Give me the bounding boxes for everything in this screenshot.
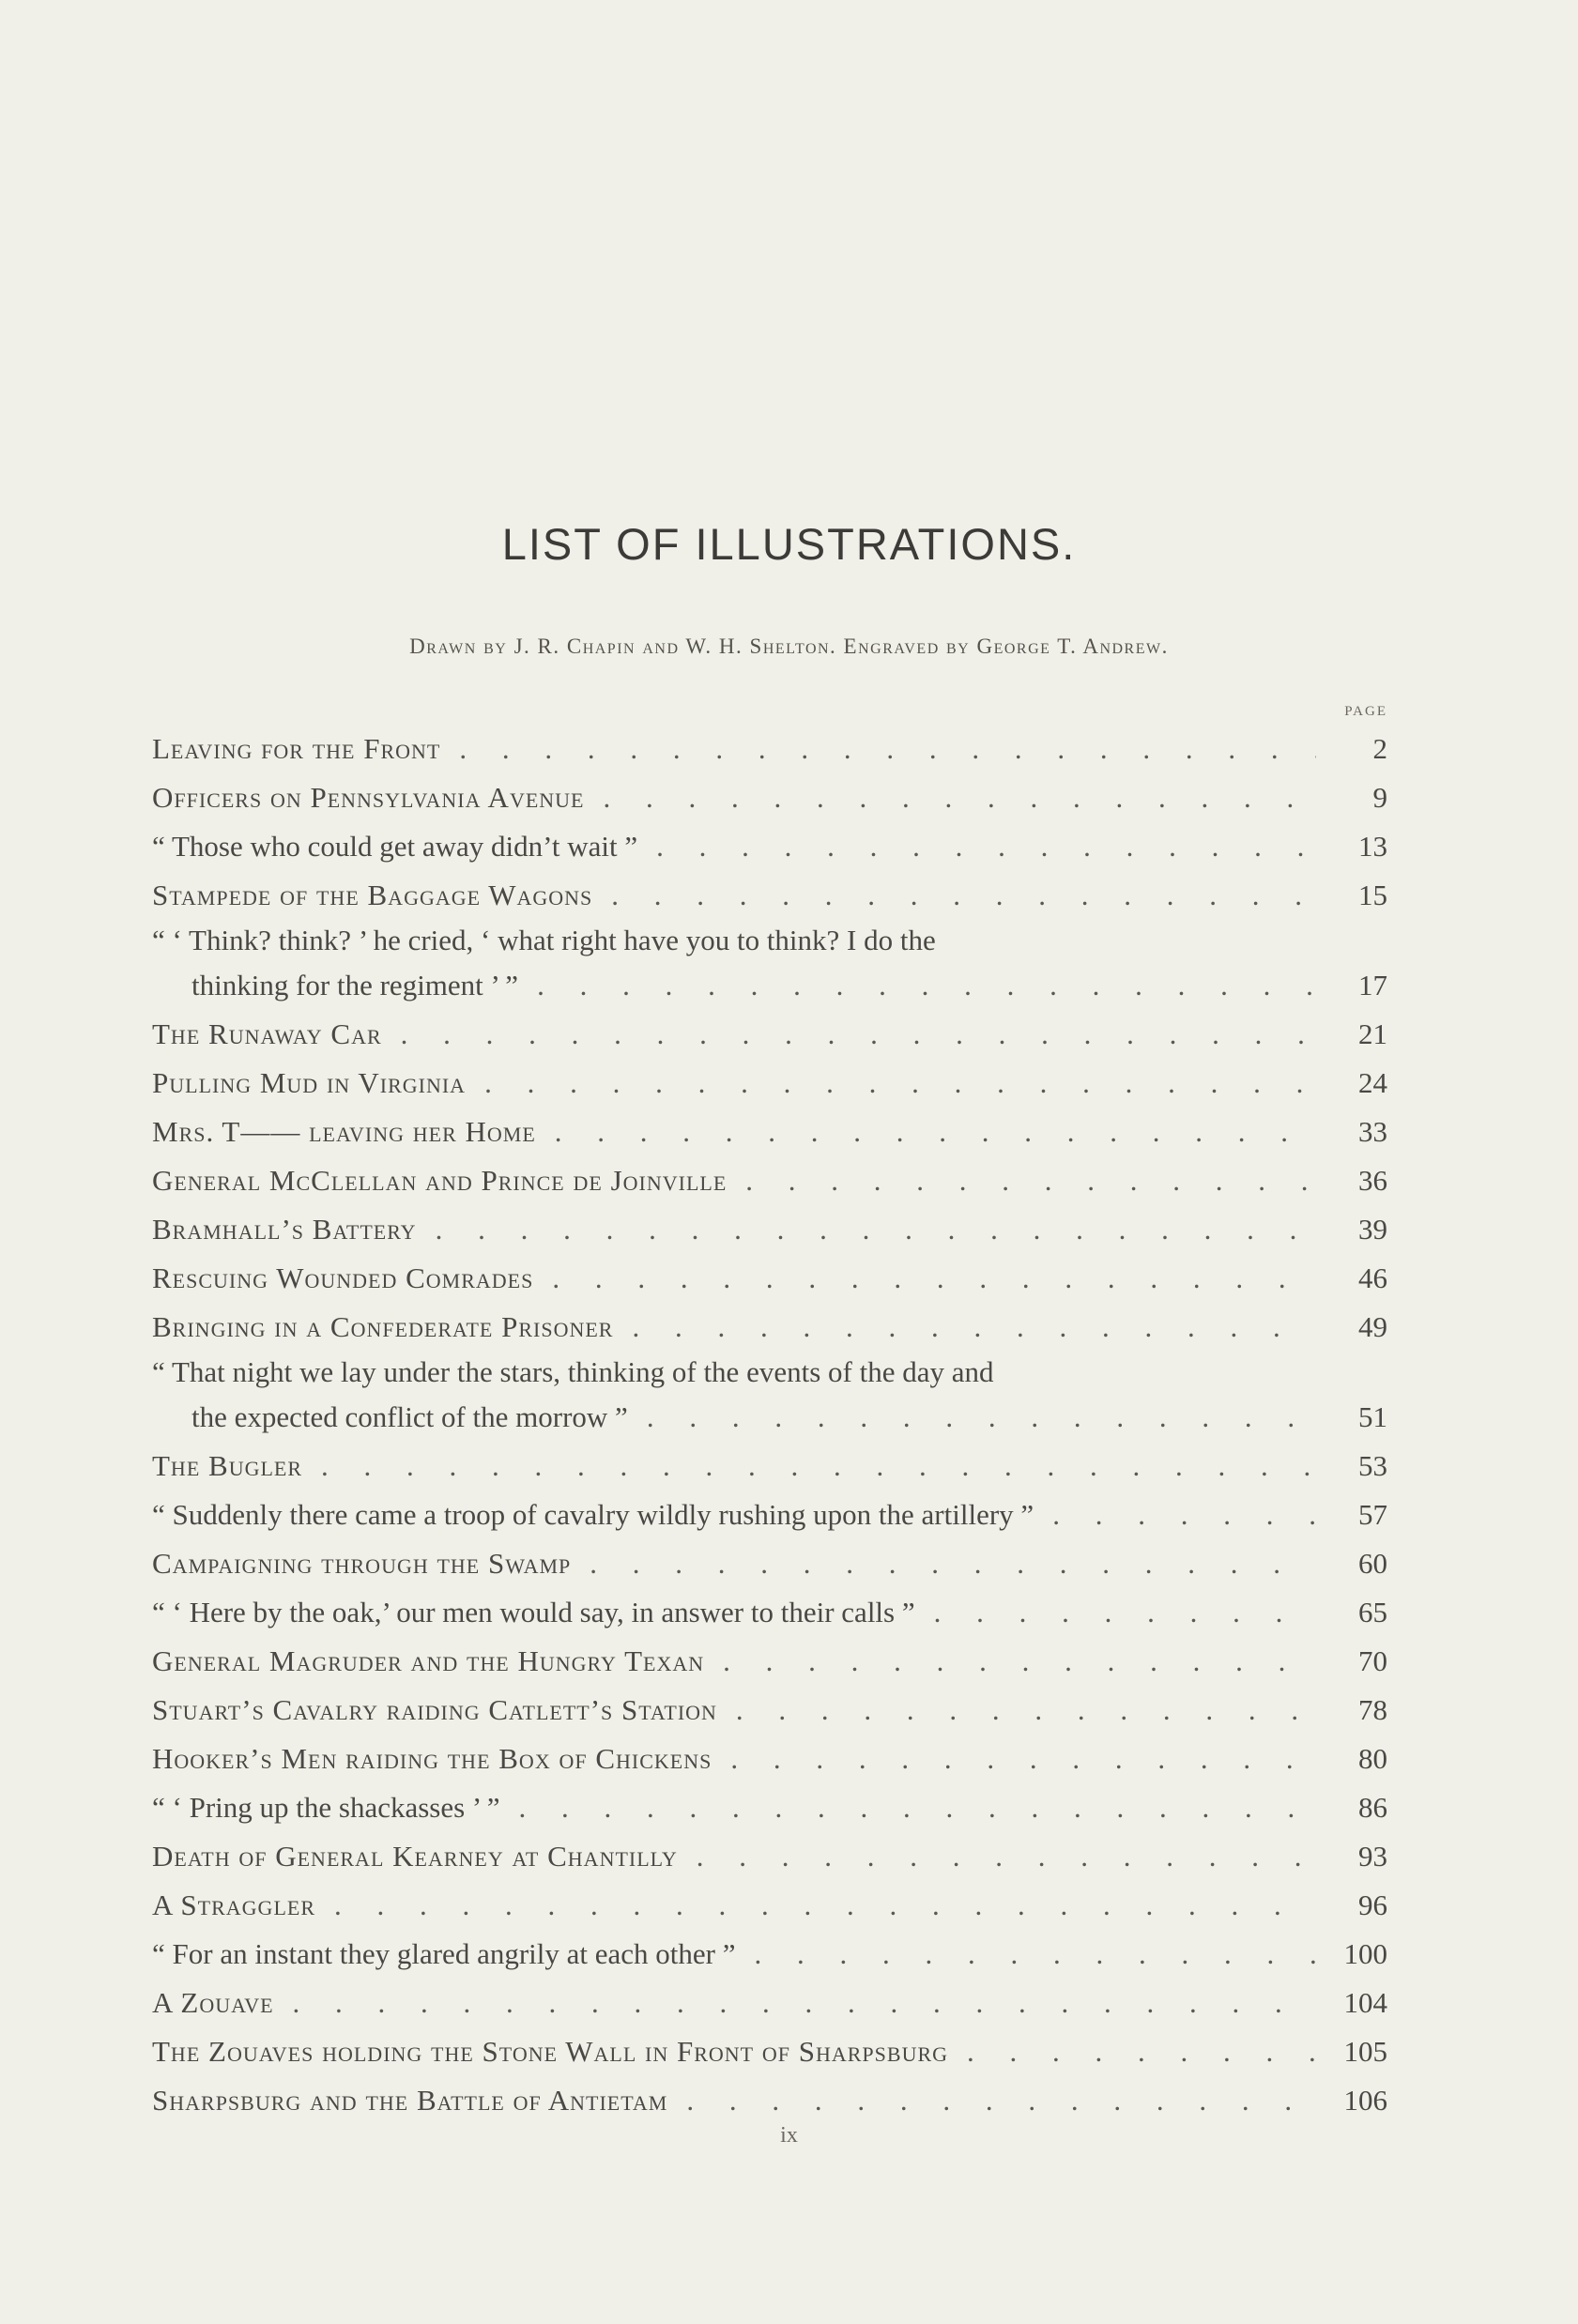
entry-title: Leaving for the Front [152,732,441,765]
list-item [152,1979,1387,2027]
dot-leader [723,1637,1316,1686]
list-item [152,1832,1387,1881]
list-item [152,2076,1387,2125]
list-item [152,1491,1387,1539]
list-item [152,1637,1387,1686]
dot-leader [537,961,1316,1010]
entry-title: Pulling Mud in Virginia [152,1066,467,1099]
entry-title: The Bugler [152,1449,303,1482]
entry-title: “ ‘ Think? think? ’ he cried, ‘ what right have you to think? I do the [152,924,936,956]
entry-page-number: 78 [1358,1693,1387,1726]
credits-line: Drawn by J. R. Chapin and W. H. Shelton. Engraved by George T. Andrew. [409,635,1169,658]
entry-page-number: 104 [1343,1986,1387,2019]
entry-page-number: 53 [1358,1449,1387,1482]
entry-page-number: 9 [1372,781,1387,814]
dot-leader [552,1254,1316,1303]
dot-leader [647,1393,1316,1442]
list-item [152,871,1387,920]
entry-page-number: 57 [1358,1498,1387,1531]
dot-leader [1052,1491,1316,1539]
entry-title: Hooker’s Men raiding the Box of Chickens [152,1742,712,1775]
dot-leader [604,773,1317,822]
list-item [152,1205,1387,1254]
entry-page-number: 49 [1358,1310,1387,1343]
entry-title: A Straggler [152,1888,315,1921]
entry-page-number: 33 [1358,1115,1387,1148]
list-item [152,1156,1387,1205]
entry-page-number: 80 [1358,1742,1387,1775]
entry-page-number: 39 [1358,1213,1387,1246]
page-folio: ix [780,2123,798,2148]
entry-title: “ That night we lay under the stars, thinking of the events of the day and [152,1355,994,1388]
list-item [152,1010,1387,1059]
entry-page-number: 2 [1372,732,1387,765]
dot-leader [697,1832,1316,1881]
entry-page-number: 15 [1358,879,1387,911]
list-item [152,1442,1387,1491]
dot-leader [334,1881,1316,1930]
entry-title: “ For an instant they glared angrily at each other ” [152,1937,736,1970]
entry-title: Sharpsburg and the Battle of Antietam [152,2084,668,2117]
dot-leader [632,1303,1316,1352]
entry-page-number: 36 [1358,1164,1387,1197]
entry-page-number: 86 [1358,1791,1387,1824]
entry-title: “ ‘ Here by the oak,’ our men would say, in answer to their calls ” [152,1596,915,1628]
dot-leader [934,1588,1316,1637]
entry-page-number: 93 [1358,1840,1387,1873]
page-title: LIST OF ILLUSTRATIONS. [501,519,1077,569]
entry-title: General Magruder and the Hungry Texan [152,1644,705,1677]
entry-title: Stuart’s Cavalry raiding Catlett’s Station [152,1693,717,1726]
dot-leader [555,1108,1316,1156]
dot-leader [321,1442,1316,1491]
list-item [152,1352,1387,1442]
entry-title: “ Those who could get away didn’t wait ” [152,830,638,863]
entry-title: General McClellan and Prince de Joinville [152,1164,728,1197]
list-item [152,1735,1387,1783]
dot-leader [293,1979,1316,2027]
entry-page-number: 24 [1358,1066,1387,1099]
entry-title: The Zouaves holding the Stone Wall in Front of Sharpsburg [152,2035,949,2068]
dot-leader [686,2076,1316,2125]
dot-leader [401,1010,1316,1059]
entry-title: Bramhall’s Battery [152,1213,417,1246]
entry-title: Stampede of the Baggage Wagons [152,879,593,911]
entry-page-number: 96 [1358,1888,1387,1921]
entry-title: “ ‘ Pring up the shackasses ’ ” [152,1791,500,1824]
entry-title: Death of General Kearney at Chantilly [152,1840,678,1873]
list-item [152,773,1387,822]
entry-page-number: 17 [1358,969,1387,1001]
entry-title: Campaigning through the Swamp [152,1547,572,1580]
entry-page-number: 106 [1343,2084,1387,2117]
list-item [152,1539,1387,1588]
entry-page-number: 100 [1343,1937,1387,1970]
illustrations-list [152,725,1387,2125]
entry-page-number: 105 [1343,2035,1387,2068]
entry-title: Bringing in a Confederate Prisoner [152,1310,614,1343]
dot-leader [745,1156,1316,1205]
dot-leader [967,2027,1316,2076]
page-column-header: PAGE [1344,704,1387,719]
dot-leader [484,1059,1316,1108]
entry-page-number: 60 [1358,1547,1387,1580]
list-item [152,1059,1387,1108]
entry-page-number: 70 [1358,1644,1387,1677]
entry-title: The Runaway Car [152,1017,382,1050]
dot-leader [459,725,1316,773]
dot-leader [754,1930,1316,1979]
list-item [152,1881,1387,1930]
entry-title: “ Suddenly there came a troop of cavalry wildly rushing upon the artillery ” [152,1498,1034,1531]
dot-leader [656,822,1316,871]
list-item [152,1303,1387,1352]
list-item [152,822,1387,871]
list-item [152,1108,1387,1156]
entry-title: Officers on Pennsylvania Avenue [152,781,585,814]
list-item [152,1686,1387,1735]
dot-leader [736,1686,1316,1735]
entry-title: Rescuing Wounded Comrades [152,1261,534,1294]
entry-title-continuation: the expected conflict of the morrow ” [192,1400,628,1433]
dot-leader [436,1205,1316,1254]
dot-leader [611,871,1316,920]
entry-page-number: 51 [1358,1400,1387,1433]
list-item [152,2027,1387,2076]
entry-page-number: 21 [1358,1017,1387,1050]
entry-title-continuation: thinking for the regiment ’ ” [192,969,519,1001]
list-item [152,1930,1387,1979]
entry-page-number: 65 [1358,1596,1387,1628]
list-item [152,920,1387,1010]
list-item [152,1783,1387,1832]
list-item [152,1588,1387,1637]
entry-title: A Zouave [152,1986,274,2019]
list-item [152,1254,1387,1303]
list-item [152,725,1387,773]
dot-leader [590,1539,1316,1588]
dot-leader [518,1783,1316,1832]
entry-title: Mrs. T—— leaving her Home [152,1115,536,1148]
dot-leader [730,1735,1316,1783]
entry-page-number: 46 [1358,1261,1387,1294]
entry-page-number: 13 [1358,830,1387,863]
